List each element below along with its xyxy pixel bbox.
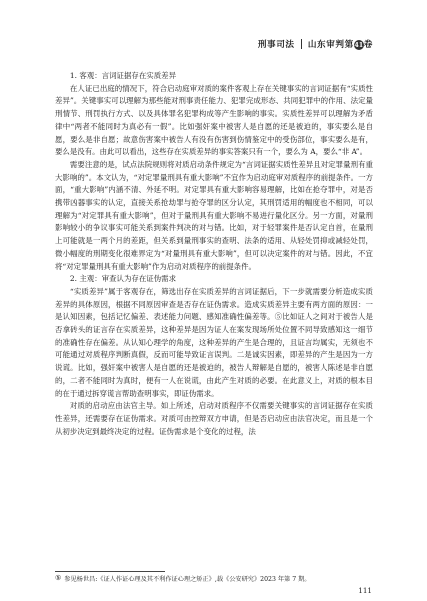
paragraph-objective-definition: 在人证已出庭的情况下，符合启动庭审对质的案件客观上存在关键事实的言词证据有“实质性差异”。关键事实可以理解为那些能对刑事责任能力、犯罪完成形态、共同犯罪中的作用、法定量刑情节、刑罚执行方式、以及具体罪名犯罪构成等产生影响的事实。实质性差异可以理解为矛盾律中“两者不能同时为真必有一假”。比如强奸案中被害人是自愿的还是被迫的，事实要么是自愿，要么是非自愿；故意伤害案中被告人有没有伤害到伤情鉴定中的受伤部位，事实要么是有，要么是没有。由此可以看出，这些存在实质差异的事实答案只有一个，要么为 A，要么“非 A”。 — [55, 83, 373, 157]
footnote-text: 参见杨世昌:《证人作证心理及其不利作证心理之矫正》,载《公安研究》2023 年第 7 期。 — [64, 576, 311, 583]
header-section: 刑事司法 — [257, 40, 295, 50]
paragraph-judge-led: 对质的启动应由法官主导。如上所述，启动对质程序不仅需要关键事实的言词证据存在实质性差异，还需要存在证伪需求。对质可由控辩双方申请，但是否启动应由法官决定，而且是一个从初步决定到最终决定的过程。证伪需求是个变化的过程，法 — [55, 401, 373, 436]
running-header — [258, 38, 373, 50]
header-volume-badge: 41 — [354, 41, 364, 49]
header-divider — [301, 39, 302, 49]
header-journal-title — [308, 38, 373, 50]
paragraph-impact-condition: 需要注意的是，试点法院规则将对质启动条件规定为“言词证据实质性差异且对定罪量刑有重大影响的”。本文认为，“对定罪量刑具有重大影响”不宜作为启动庭审对质程序的前提条件。一方面，“重大影响”内涵不清、外延不明。对定罪具有重大影响容易理解，比如在抢夺罪中，对是否携带凶器事实的认定，直接关系抢劫罪与抢夺罪的区分认定，其刑罚适用的幅度也不相同，可以理解为“对定罪具有重大影响”，但对于量刑具有重大影响不易进行量化区分。另一方面，对量刑影响较小的争议事实可能关系到案件判决的对与错。比如，对于轻罪案件是否认定自首，在量刑上可能就是一两个月的差距，但关系到量刑事实的查明、法条的适用、从轻处罚抑或减轻处罚，微小幅度的刑期变化很难界定为“对量刑具有重大影响”，但可以决定案件的对与错。因此，不宜将“对定罪量刑具有重大影响”作为启动对质程序的前提条件。 — [55, 159, 373, 271]
header-title-main: 山东审判第 — [307, 40, 354, 50]
subsection-heading-subjective: 2. 主观：审查认为存在证伪需求 — [69, 274, 177, 284]
page-number: 111 — [358, 586, 372, 595]
article-body — [55, 70, 373, 438]
footnote-marker: ⑤ — [55, 574, 62, 582]
footnote — [55, 575, 373, 584]
subsection-heading-objective: 1. 客观：言词证据存在实质差异 — [69, 71, 177, 80]
paragraph-causes-of-difference: “实质差异”属于客观存在，筛选出存在实质差异的言词证据后，下一步就需要分析造成实质差异的具体原因，根据不同原因审查是否存在证伪需求。造成实质差异主要有两方面的原因：一是认知因素，包括记忆偏差、表述能力问题、感知准确性偏差等。⑤比如证人之间对于被告人是否拿砖头的证言存在实质差异，这种差异是因为证人在案发现场所处位置不同导致感知这一细节的准确性存在偏差。从认知心理学的角度，这种差异的产生是合理的，且证言均属实，无须也不可能通过对质程序判断真假，反而可能导致证言误判。二是诚实因素，即差异的产生是因为一方说谎。比如，强奸案中被害人是自愿的还是被迫的，被告人辩解是自愿的，被害人陈述是非自愿的，二者不能同时为真时，便有一人在说谎，由此产生对质的必要。在此意义上，对质的根本目的在于通过拆穿谎言帮助查明事实，即证伪需求。 — [55, 286, 373, 398]
footnote-divider — [55, 571, 165, 572]
header-title-suffix: 卷 — [363, 40, 373, 50]
